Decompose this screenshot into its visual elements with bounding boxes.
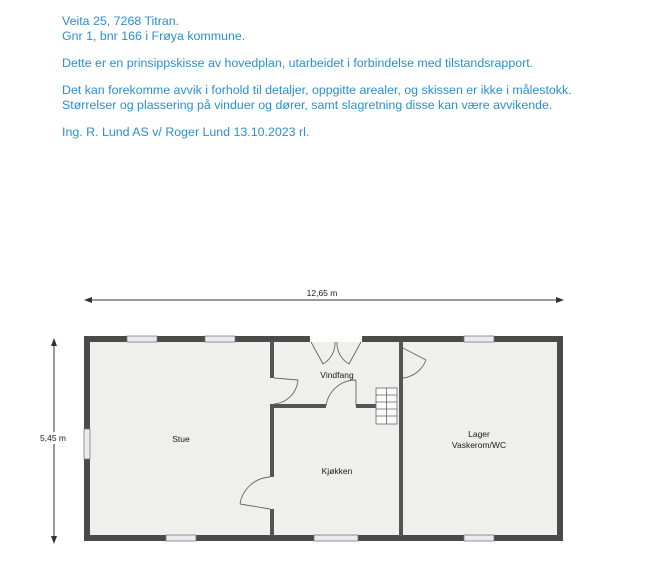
- stairs: [376, 388, 397, 424]
- window-bottom-mid: [314, 535, 358, 541]
- address-line: Veita 25, 7268 Titran.: [62, 14, 180, 28]
- signature-line: Ing. R. Lund AS v/ Roger Lund 13.10.2023 rl.: [62, 125, 310, 139]
- room-label-vindfang: Vindfang: [320, 370, 354, 380]
- room-label-lager: Lager: [468, 429, 490, 439]
- description-line: Dette er en prinsippskisse av hovedplan, utarbeidet i forbindelse med tilstandsrapport.: [62, 56, 534, 70]
- room-label-vaskerom: Vaskerom/WC: [451, 440, 507, 450]
- window-left: [84, 429, 90, 459]
- property-id-line: Gnr 1, bnr 166 i Frøya kommune.: [62, 29, 246, 43]
- window-top-mid: [205, 336, 235, 342]
- room-label-stue: Stue: [172, 434, 190, 444]
- height-dimension-label: 5,45 m: [40, 433, 66, 443]
- window-bottom-left: [166, 535, 196, 541]
- window-bottom-right: [464, 535, 494, 541]
- window-top-right: [464, 336, 494, 342]
- disclaimer-line-1: Det kan forekomme avvik i forhold til detaljer, oppgitte arealer, og skissen er ikke i målestokk.: [62, 83, 572, 97]
- width-dimension-label: 12,65 m: [306, 288, 338, 298]
- disclaimer-line-2: Størrelser og plassering på vinduer og dører, samt slagretning disse kan være avvikende.: [62, 98, 553, 112]
- room-label-kjokken: Kjøkken: [321, 466, 353, 476]
- window-top-left: [127, 336, 157, 342]
